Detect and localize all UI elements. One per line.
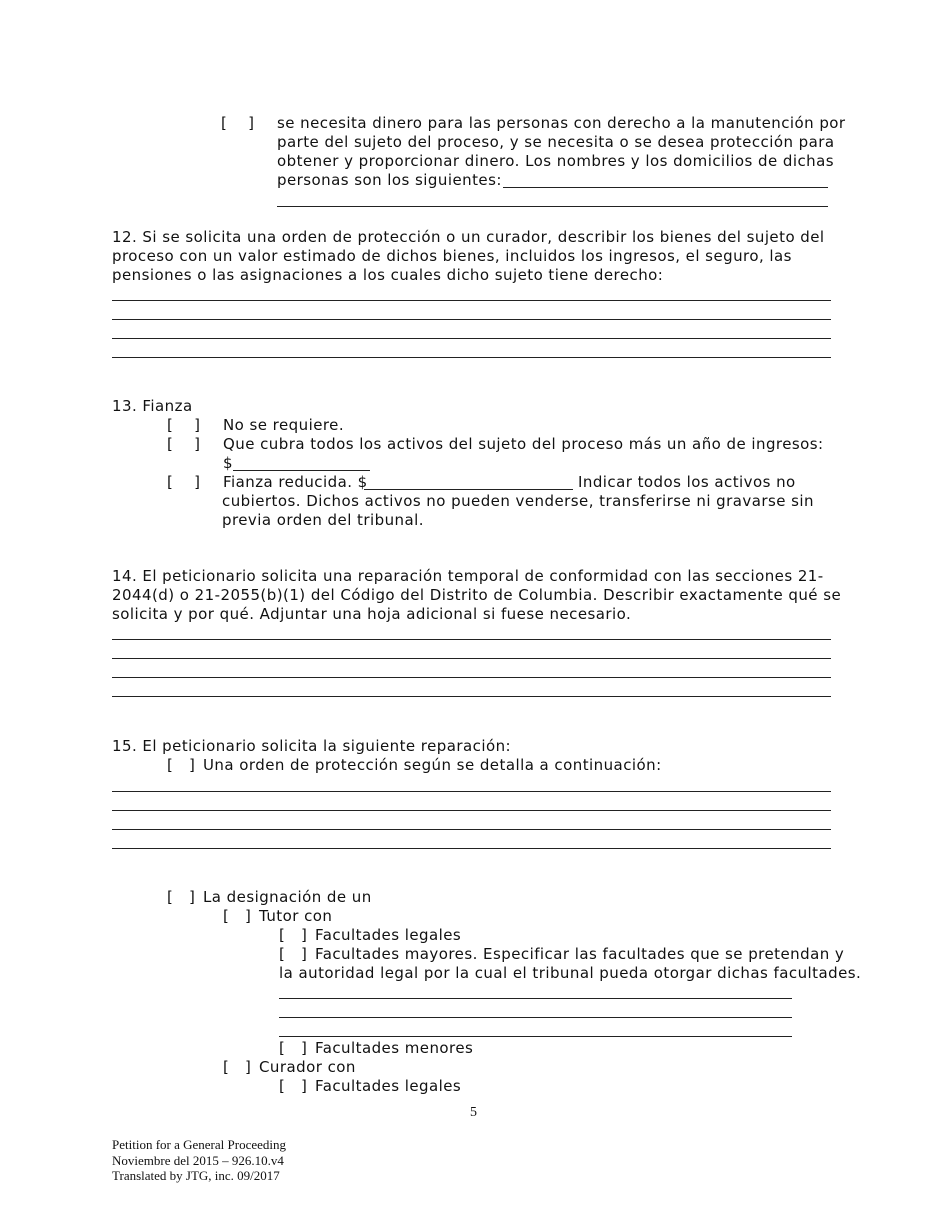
checkbox-bond-not-required[interactable]: [ ] xyxy=(167,416,201,434)
q14-answer-line-1[interactable] xyxy=(112,639,831,640)
bond-reduced-amount-field[interactable] xyxy=(364,489,573,490)
support-persons-line-2: parte del sujeto del proceso, y se necesita o se desea protección para xyxy=(277,133,835,151)
bond-reduced-label: Fianza reducida. $ xyxy=(223,473,368,491)
footer-version: Noviembre del 2015 – 926.10.v4 xyxy=(112,1152,284,1168)
q12-line-2: proceso con un valor estimado de dichos bienes, incluidos los ingresos, el seguro, las xyxy=(112,247,792,265)
q15-title: 15. El peticionario solicita la siguiente reparación: xyxy=(112,737,512,755)
q12-answer-line-1[interactable] xyxy=(112,300,831,301)
bond-reduced-line-2: cubiertos. Dichos activos no pueden venderse, transferirse ni gravarse sin xyxy=(222,492,814,510)
checkbox-protection-order[interactable]: [ ] xyxy=(167,756,196,774)
footer-translation-credit: Translated by JTG, inc. 09/2017 xyxy=(112,1168,280,1183)
bond-full-label: Que cubra todos los activos del sujeto del proceso más un año de ingresos: xyxy=(223,435,824,453)
support-persons-line-4: personas son los siguientes: xyxy=(277,171,502,189)
bond-full-amount-field[interactable] xyxy=(233,470,370,471)
tutor-major-powers-label: Facultades mayores. Especificar las facultades que se pretendan y xyxy=(315,945,845,963)
tutor-major-powers-line-2: la autoridad legal por la cual el tribunal pueda otorgar dichas facultades. xyxy=(279,964,862,982)
page-number: 5 xyxy=(470,1105,477,1120)
checkbox-tutor-legal-powers[interactable]: [ ] xyxy=(279,926,308,944)
q15-answer-line-1[interactable] xyxy=(112,791,831,792)
checkbox-curator-legal-powers[interactable]: [ ] xyxy=(279,1077,308,1095)
q15-answer-line-3[interactable] xyxy=(112,829,831,830)
support-persons-line-3: obtener y proporcionar dinero. Los nombres y los domicilios de dichas xyxy=(277,152,835,170)
checkbox-curator[interactable]: [ ] xyxy=(223,1058,252,1076)
q13-title: 13. Fianza xyxy=(112,397,193,415)
q12-answer-line-4[interactable] xyxy=(112,357,831,358)
curator-label: Curador con xyxy=(259,1058,356,1076)
q14-line-3: solicita y por qué. Adjuntar una hoja adicional si fuese necesario. xyxy=(112,605,632,623)
bond-not-required-label: No se requiere. xyxy=(223,416,345,434)
q14-answer-line-2[interactable] xyxy=(112,658,831,659)
q12-answer-line-2[interactable] xyxy=(112,319,831,320)
tutor-label: Tutor con xyxy=(259,907,333,925)
checkbox-bond-reduced[interactable]: [ ] xyxy=(167,473,201,491)
tutor-minor-powers-label: Facultades menores xyxy=(315,1039,474,1057)
designation-label: La designación de un xyxy=(203,888,372,906)
checkbox-support-persons[interactable]: [ ] xyxy=(221,114,255,132)
footer xyxy=(112,1137,286,1184)
q12-answer-line-3[interactable] xyxy=(112,338,831,339)
protection-order-label: Una orden de protección según se detalla a continuación: xyxy=(203,756,662,774)
support-persons-field-1[interactable] xyxy=(503,187,828,188)
q15-answer-line-4[interactable] xyxy=(112,848,831,849)
checkbox-tutor-major-powers[interactable]: [ ] xyxy=(279,945,308,963)
tutor-legal-powers-label: Facultades legales xyxy=(315,926,462,944)
q14-answer-line-4[interactable] xyxy=(112,696,831,697)
footer-form-title: Petition for a General Proceeding xyxy=(112,1137,286,1152)
q15-answer-line-2[interactable] xyxy=(112,810,831,811)
checkbox-bond-full[interactable]: [ ] xyxy=(167,435,201,453)
q12-line-1: 12. Si se solicita una orden de protección o un curador, describir los bienes del sujeto del xyxy=(112,228,825,246)
major-powers-answer-line-3[interactable] xyxy=(279,1036,792,1037)
q12-line-3: pensiones o las asignaciones a los cuales dicho sujeto tiene derecho: xyxy=(112,266,664,284)
bond-reduced-line-3: previa orden del tribunal. xyxy=(222,511,424,529)
support-persons-line-1: se necesita dinero para las personas con derecho a la manutención por xyxy=(277,114,846,132)
major-powers-answer-line-1[interactable] xyxy=(279,998,792,999)
checkbox-tutor-minor-powers[interactable]: [ ] xyxy=(279,1039,308,1057)
q14-line-2: 2044(d) o 21-2055(b)(1) del Código del Distrito de Columbia. Describir exactamente qué se xyxy=(112,586,842,604)
q14-line-1: 14. El peticionario solicita una reparación temporal de conformidad con las secciones 21- xyxy=(112,567,824,585)
q14-answer-line-3[interactable] xyxy=(112,677,831,678)
bond-reduced-instructions: Indicar todos los activos no xyxy=(578,473,796,491)
bond-full-currency: $ xyxy=(223,454,233,472)
checkbox-designation[interactable]: [ ] xyxy=(167,888,196,906)
checkbox-tutor[interactable]: [ ] xyxy=(223,907,252,925)
curator-legal-powers-label: Facultades legales xyxy=(315,1077,462,1095)
support-persons-field-2[interactable] xyxy=(277,206,828,207)
major-powers-answer-line-2[interactable] xyxy=(279,1017,792,1018)
